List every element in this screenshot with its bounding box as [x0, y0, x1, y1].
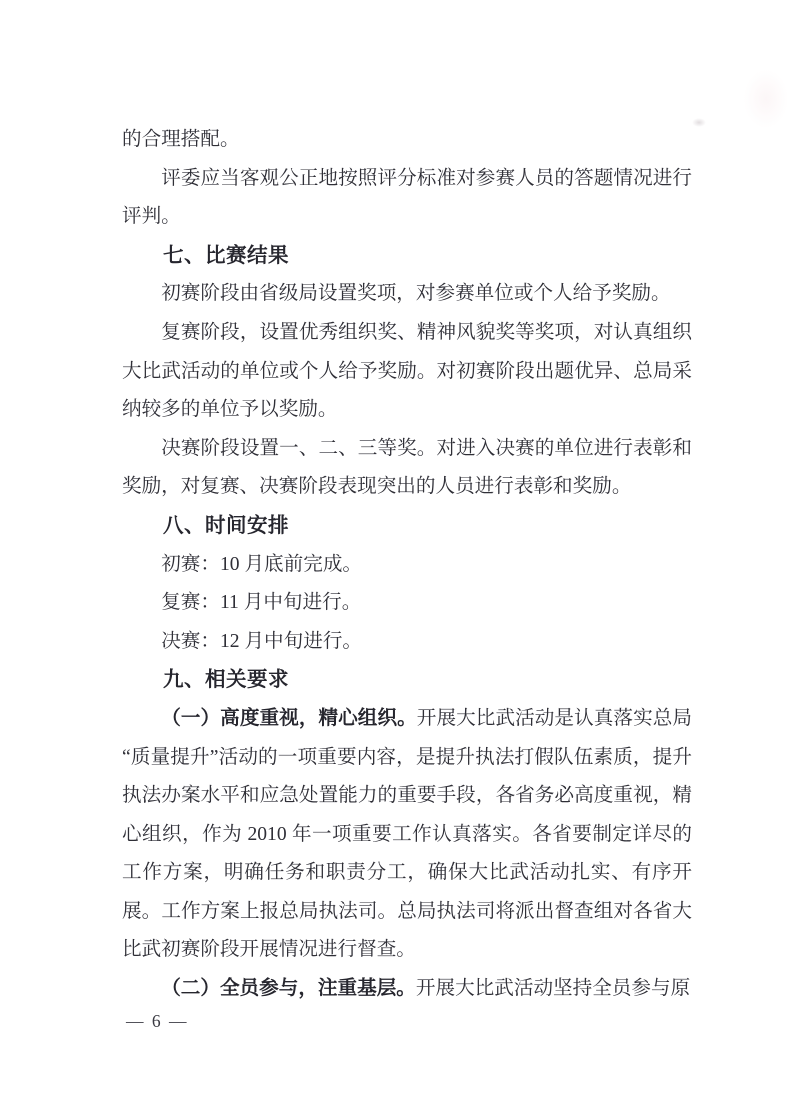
text-segment: 开展大比武活动坚持全员参与原: [415, 978, 691, 1000]
text-segment: 决赛阶段设置一、二、三等奖。对进入决赛的单位进行表彰和奖励，对复赛、决赛阶段表现突出的人员进行表彰和奖励。: [122, 437, 692, 498]
paragraph: [122, 584, 692, 623]
section-heading: [122, 661, 692, 700]
paragraph: [122, 275, 692, 314]
bold-run: 八、时间安排: [163, 513, 289, 537]
bold-run: 九、相关要求: [163, 668, 289, 692]
paragraph: [122, 623, 692, 662]
scan-smudge-icon: [692, 118, 706, 127]
paragraph: [122, 314, 692, 430]
paragraph: [122, 546, 692, 585]
text-segment: 初赛：10 月底前完成。: [161, 553, 363, 575]
text-segment: 的合理搭配。: [122, 129, 240, 150]
scan-smudge-icon: [744, 70, 788, 128]
paragraph: [122, 970, 692, 1009]
paragraph: [122, 160, 692, 237]
paragraph: [122, 700, 692, 970]
text-segment: 初赛阶段由省级局设置奖项，对参赛单位或个人给予奖励。: [161, 283, 671, 305]
text-segment: 复赛：11 月中旬进行。: [161, 592, 362, 614]
document-body: [122, 121, 692, 1009]
text-segment: 开展大比武活动是认真落实总局“质量提升”活动的一项重要内容，是提升执法打假队伍素质，提升执法办案水平和应急处置能力的重要手段，各省务必高度重视，精心组织，作为 2010 年一项重要工作认真落实。各省要制定详尽的工作方案，明确任务和职责分工，确保大比武活动扎实、有序开展。工作方案上报总局执法司。总局执法司将派出督查组对各省大比武初赛阶段开展情况进行督查。: [122, 707, 692, 961]
paragraph: [122, 121, 692, 160]
bold-run: （二）全员参与，注重基层。: [161, 978, 416, 1000]
text-segment: 决赛：12 月中旬进行。: [161, 630, 363, 652]
section-heading: [122, 507, 692, 546]
page-number: — 6 —: [126, 1011, 189, 1031]
section-heading: [122, 237, 692, 276]
paragraph: [122, 430, 692, 507]
bold-run: （一）高度重视，精心组织。: [161, 707, 417, 729]
text-segment: 复赛阶段，设置优秀组织奖、精神风貌奖等奖项，对认真组织大比武活动的单位或个人给予奖励。对初赛阶段出题优异、总局采纳较多的单位予以奖励。: [122, 321, 692, 421]
bold-run: 七、比赛结果: [163, 243, 289, 267]
text-segment: 评委应当客观公正地按照评分标准对参赛人员的答题情况进行评判。: [122, 167, 692, 228]
